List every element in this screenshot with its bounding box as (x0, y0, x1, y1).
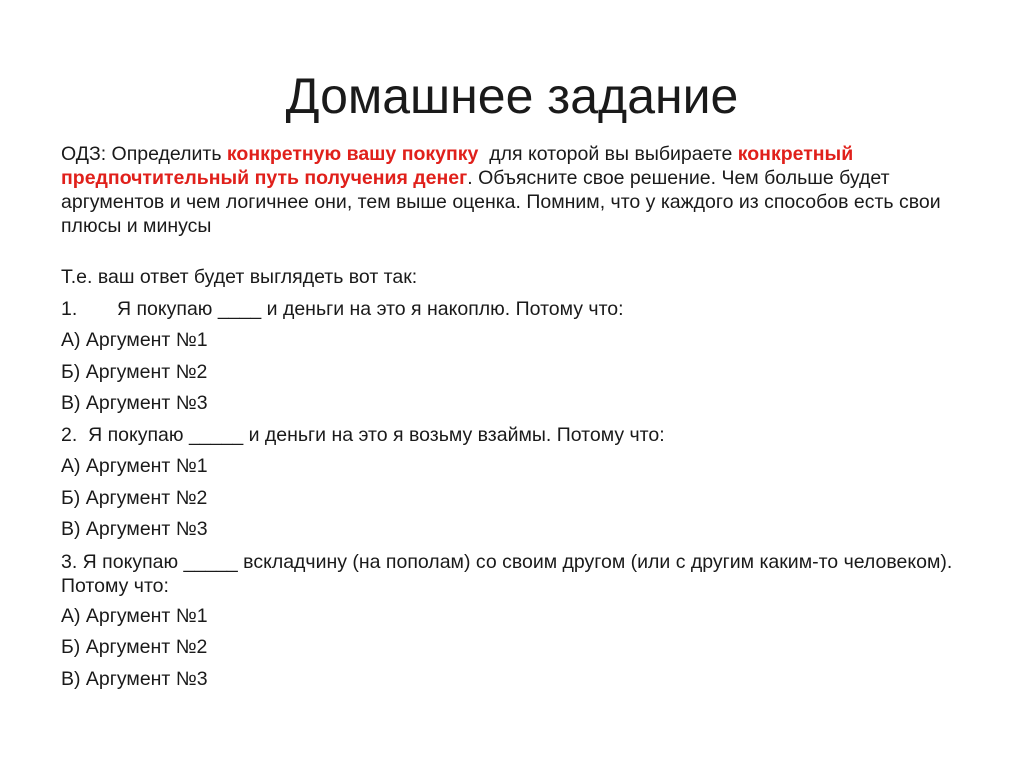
item-2-arg-2: Б) Аргумент №2 (61, 486, 208, 509)
item-3-arg-1: А) Аргумент №1 (61, 604, 208, 627)
intro-highlight-path: конкретный предпочтительный путь получения денег (61, 143, 854, 189)
item-1-arg-1: А) Аргумент №1 (61, 329, 208, 351)
item-3-arg-3: В) Аргумент №3 (61, 667, 208, 690)
assignment-intro (61, 142, 981, 238)
item-2: 2. Я покупаю _____ и деньги на это я возьму взаймы. Потому что: (61, 423, 665, 446)
item-1 (61, 294, 981, 326)
item-1-text: Я покупаю ____ и деньги на это я накоплю. Потому что: (117, 297, 624, 320)
intro-prefix: ОДЗ: Определить (61, 143, 227, 165)
item-1-arg-3: В) Аргумент №3 (61, 392, 208, 414)
intro-highlight-purchase: конкретную вашу покупку (226, 143, 479, 165)
slide-title: Домашнее задание (285, 68, 739, 124)
item-2-arg-1: А) Аргумент №1 (61, 455, 208, 477)
item-1-arg-2: Б) Аргумент №2 (61, 360, 208, 383)
intro-middle: для которой вы выбираете (478, 143, 738, 165)
item-3: 3. Я покупаю _____ вскладчину (на пополам) со своим другом (или с другим каким-то человеком). Потому что: (61, 550, 953, 597)
item-2-arg-3: В) Аргумент №3 (61, 518, 208, 540)
item-1-number: 1. (61, 297, 78, 320)
item-3-arg-2: Б) Аргумент №2 (61, 636, 208, 658)
slide-content (61, 142, 981, 695)
intro-suffix: . Объясните свое решение. Чем больше будет аргументов и чем логичнее они, тем выше оценка. Помним, что у каждого из способов есть свои плюсы и минусы (61, 167, 941, 237)
answer-intro: Т.е. ваш ответ будет выглядеть вот так: (61, 266, 418, 288)
